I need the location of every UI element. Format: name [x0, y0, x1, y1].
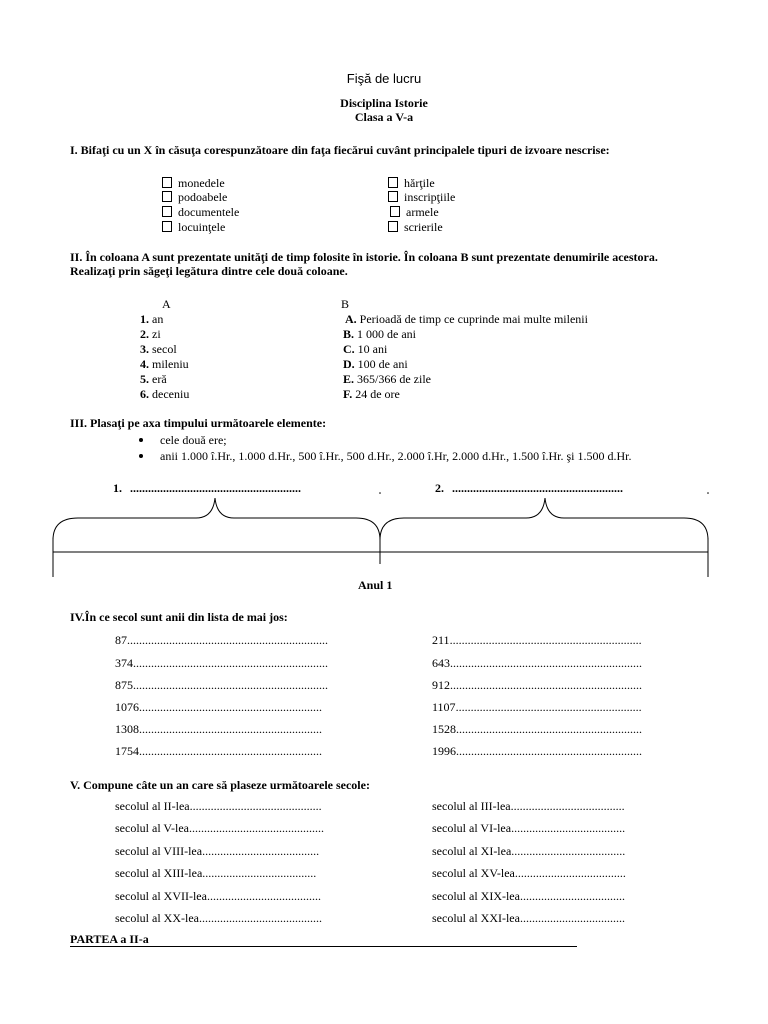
blank-leader: .........................................................	[452, 481, 623, 495]
section-2-instruction: Realizaţi prin săgeţi legătura dintre cele două coloane.	[70, 264, 348, 278]
checkbox-label: scrierile	[404, 220, 443, 234]
checkbox-label: podoabele	[178, 190, 228, 204]
blank-number: 2.	[435, 481, 444, 495]
answer-leader: .............................................................	[139, 744, 322, 758]
bullet-text: cele două ere;	[160, 433, 227, 447]
century-label: secolul al XIX-lea	[432, 889, 520, 903]
answer-leader: .....................................	[514, 866, 626, 880]
checkbox[interactable]	[388, 191, 398, 202]
year-value: 1996	[432, 744, 456, 758]
century-label: secolul al VI-lea	[432, 821, 512, 835]
item-text: 1 000 de ani	[357, 327, 417, 341]
column-a-item	[140, 327, 161, 341]
item-text: deceniu	[152, 387, 190, 401]
century-row	[432, 889, 632, 903]
century-row	[115, 911, 328, 925]
answer-leader: ..............................................................	[456, 744, 642, 758]
answer-leader: .................................................................	[133, 678, 328, 692]
section-5-heading: V. Compune câte un an care să plaseze următoarele secole:	[70, 778, 370, 792]
class-label: Clasa a V-a	[354, 110, 414, 124]
century-row	[432, 911, 632, 925]
section-4-heading: IV.În ce secol sunt anii din lista de mai jos:	[70, 610, 288, 624]
item-number: 6.	[140, 387, 149, 401]
year-row	[432, 722, 643, 736]
century-label: secolul al III-lea	[432, 799, 511, 813]
year-row	[115, 656, 328, 670]
section-2-heading: II. În coloana A sunt prezentate unităţi de timp folosite în istorie. În coloana B sunt prezentate denumirile acestora.	[70, 250, 658, 264]
year-row	[115, 633, 328, 647]
answer-leader: .............................................................	[139, 700, 322, 714]
column-a-header: A	[162, 297, 171, 311]
year-row	[115, 700, 324, 714]
year-value: 912	[432, 678, 450, 692]
part-two-heading: PARTEA a II-a	[70, 932, 577, 947]
item-number: 1.	[140, 312, 149, 326]
column-a-item	[140, 357, 189, 371]
item-text: secol	[152, 342, 177, 356]
century-row	[115, 821, 328, 835]
timeline-diagram	[0, 486, 768, 582]
century-label: secolul al XX-lea	[115, 911, 199, 925]
checkbox[interactable]	[162, 206, 172, 217]
checkbox[interactable]	[162, 221, 172, 232]
year-value: 1754	[115, 744, 139, 758]
item-text: an	[152, 312, 164, 326]
item-number: 4.	[140, 357, 149, 371]
column-b-item	[345, 312, 588, 326]
year-value: 1076	[115, 700, 139, 714]
section-3-heading: III. Plasaţi pe axa timpului următoarele elemente:	[70, 416, 327, 430]
year-row	[115, 722, 324, 736]
century-label: secolul al V-lea	[115, 821, 189, 835]
year-row	[432, 678, 643, 692]
checkbox-item	[388, 220, 443, 234]
century-label: secolul al II-lea	[115, 799, 190, 813]
checkbox-item	[162, 205, 239, 219]
checkbox[interactable]	[162, 177, 172, 188]
answer-leader: .............................................	[188, 821, 324, 835]
item-letter: B.	[343, 327, 355, 341]
right-brace	[380, 498, 708, 540]
answer-leader: ..............................................................	[456, 722, 642, 736]
column-b-item	[343, 327, 416, 341]
discipline-label: Disciplina Istorie	[340, 96, 428, 110]
answer-leader: ..............................................................	[455, 700, 642, 714]
answer-leader: ................................................................	[450, 678, 642, 692]
year-row	[432, 633, 643, 647]
checkbox-item	[388, 190, 455, 204]
year-row	[115, 744, 324, 758]
checkbox-item	[390, 205, 439, 219]
item-number: 5.	[140, 372, 149, 386]
checkbox-label: armele	[406, 205, 439, 219]
year-row	[432, 744, 643, 758]
column-b-item	[343, 357, 408, 371]
stray-dot	[379, 492, 381, 494]
year-row	[432, 656, 643, 670]
answer-leader: ...................................................................	[127, 633, 328, 647]
century-row	[432, 844, 632, 858]
item-text: Perioadă de timp ce cuprinde mai multe milenii	[359, 312, 588, 326]
answer-leader: ................................................................	[449, 633, 642, 647]
section-1-heading: I. Bifaţi cu un X în căsuţa corespunzătoare din faţa fiecărui cuvânt principalele tipuri de izvoare nescrise:	[70, 143, 610, 157]
bullet-icon	[139, 454, 143, 458]
page-title: Fişă de lucru	[346, 71, 422, 86]
checkbox[interactable]	[388, 221, 398, 232]
checkbox[interactable]	[390, 206, 400, 217]
century-row	[115, 866, 326, 880]
column-a-item	[140, 372, 167, 386]
checkbox[interactable]	[388, 177, 398, 188]
answer-leader: ......................................	[202, 866, 317, 880]
bullet-icon	[139, 438, 143, 442]
century-row	[115, 889, 328, 903]
year-value: 1107	[432, 700, 456, 714]
column-b-item	[343, 387, 400, 401]
year-row	[432, 700, 643, 714]
checkbox-item	[162, 176, 225, 190]
column-b-item	[343, 372, 431, 386]
checkbox-label: documentele	[178, 205, 240, 219]
year-value: 875	[115, 678, 133, 692]
item-letter: A.	[345, 312, 357, 326]
checkbox-item	[162, 190, 227, 204]
answer-leader: ...................................	[519, 911, 625, 925]
answer-leader: .............................................................	[139, 722, 322, 736]
axis-label: Anul 1	[358, 578, 393, 592]
left-brace	[53, 498, 380, 540]
checkbox[interactable]	[162, 191, 172, 202]
bullet-text: anii 1.000 î.Hr., 1.000 d.Hr., 500 î.Hr., 500 d.Hr., 2.000 î.Hr, 2.000 d.Hr., 1.500 î.Hr. şi 1.500 d.Hr.	[160, 449, 632, 463]
column-a-item	[140, 312, 163, 326]
century-label: secolul al XI-lea	[432, 844, 512, 858]
answer-leader: ............................................	[189, 799, 322, 813]
column-b-item	[343, 342, 387, 356]
century-row	[432, 866, 632, 880]
answer-leader: .........................................	[198, 911, 322, 925]
answer-leader: ......................................	[511, 844, 626, 858]
century-label: secolul al VIII-lea	[115, 844, 203, 858]
century-label: secolul al XV-lea	[432, 866, 515, 880]
answer-leader: ......................................	[511, 821, 626, 835]
answer-leader: ................................................................	[450, 656, 642, 670]
checkbox-label: locuinţele	[178, 220, 226, 234]
century-row	[432, 799, 632, 813]
answer-leader: ...................................	[519, 889, 625, 903]
answer-leader: .......................................	[202, 844, 320, 858]
item-letter: F.	[343, 387, 353, 401]
item-text: 100 de ani	[357, 357, 408, 371]
answer-leader: ......................................	[510, 799, 625, 813]
stray-dot	[707, 492, 709, 494]
year-value: 374	[115, 656, 133, 670]
checkbox-item	[388, 176, 435, 190]
year-value: 87	[115, 633, 127, 647]
century-row	[115, 799, 328, 813]
checkbox-label: monedele	[178, 176, 225, 190]
century-label: secolul al XIII-lea	[115, 866, 203, 880]
century-row	[432, 821, 632, 835]
answer-leader: .................................................................	[133, 656, 328, 670]
blank-leader: .........................................................	[130, 481, 301, 495]
checkbox-label: hărţile	[404, 176, 435, 190]
year-value: 1308	[115, 722, 139, 736]
column-a-item	[140, 342, 177, 356]
answer-leader: ......................................	[206, 889, 321, 903]
item-letter: C.	[343, 342, 355, 356]
item-number: 3.	[140, 342, 149, 356]
item-text: 24 de ore	[355, 387, 400, 401]
year-row	[115, 678, 328, 692]
item-letter: E.	[343, 372, 355, 386]
item-text: zi	[152, 327, 161, 341]
checkbox-label: inscripţiile	[404, 190, 456, 204]
year-value: 643	[432, 656, 450, 670]
year-value: 1528	[432, 722, 456, 736]
century-label: secolul al XVII-lea	[115, 889, 207, 903]
item-text: eră	[152, 372, 167, 386]
item-number: 2.	[140, 327, 149, 341]
century-label: secolul al XXI-lea	[432, 911, 520, 925]
checkbox-item	[162, 220, 225, 234]
item-text: 365/366 de zile	[357, 372, 431, 386]
column-b-header: B	[341, 297, 350, 311]
century-row	[115, 844, 328, 858]
item-text: mileniu	[152, 357, 189, 371]
blank-number: 1.	[113, 481, 122, 495]
column-a-item	[140, 387, 189, 401]
item-text: 10 ani	[357, 342, 388, 356]
year-value: 211	[432, 633, 450, 647]
item-letter: D.	[343, 357, 355, 371]
